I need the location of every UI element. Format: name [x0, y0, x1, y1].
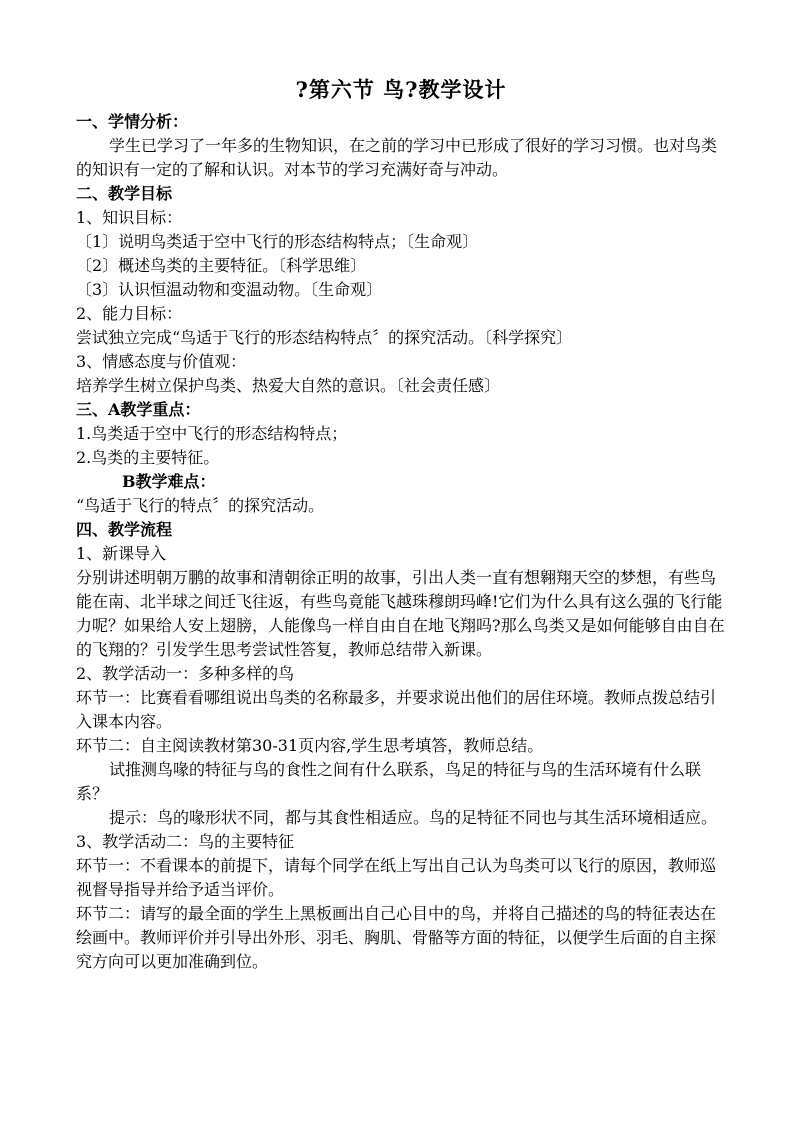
activity-1-hint: 提示：鸟的喙形状不同，都与其食性相适应。鸟的足特征不同也与其生活环境相适应。 [109, 808, 718, 827]
activity-1-step-1: 环节一：比赛看看哪组说出鸟类的名称最多，并要求说出他们的居住环境。教师点拨总结引入课本内容。 [76, 688, 717, 731]
section-3-heading: 三、A教学重点： [76, 400, 201, 419]
ability-goal-text: 尝试独立完成“鸟适于飞行的形态结构特点〞的探究活动。〔科学探究〕 [76, 328, 573, 347]
activity-2-heading: 3、教学活动二：鸟的主要特征 [76, 832, 295, 851]
document-title: ?第六节 鸟?教学设计 [295, 77, 507, 102]
section-1-heading: 一、学情分析： [76, 112, 189, 131]
emotion-goal-text: 培养学生树立保护鸟类、热爱大自然的意识。〔社会责任感〕 [76, 376, 501, 395]
document-page [76, 76, 726, 974]
section-2-heading: 二、教学目标 [76, 184, 173, 203]
difficulty-heading: B教学难点： [122, 472, 216, 491]
key-point-item: 2.鸟类的主要特征。 [76, 448, 220, 467]
emotion-goal-heading: 3、情感态度与价值观： [76, 352, 247, 371]
difficulty-text: “鸟适于飞行的特点〞的探究活动。 [76, 496, 325, 515]
knowledge-goal-heading: 1、知识目标： [76, 208, 183, 227]
knowledge-goal-item: 〔2〕概述鸟类的主要特征。〔科学思维〕 [76, 256, 367, 275]
section-1-paragraph: 学生已学习了一年多的生物知识，在之前的学习中已形成了很好的学习习惯。也对鸟类的知识有一定的了解和认识。对本节的学习充满好奇与冲动。 [76, 136, 718, 179]
key-point-item: 1.鸟类适于空中飞行的形态结构特点； [76, 424, 348, 443]
section-4-heading: 四、教学流程 [76, 520, 173, 539]
intro-paragraph: 分别讲述明朝万鹏的故事和清朝徐正明的故事，引出人类一直有想翱翔天空的梦想，有些鸟能在南、北半球之间迁飞往返，有些鸟竟能飞越珠穆朗玛峰!它们为什么具有这么强的飞行能力呢？如果给人安上翅膀，人能像鸟一样自由自在地飞翔吗?那么鸟类又是如何能够自由自在的飞翔的？引发学生思考尝试性答复，教师总结带入新课。 [76, 568, 725, 659]
knowledge-goal-item: 〔3〕认识恒温动物和变温动物。〔生命观〕 [76, 280, 383, 299]
ability-goal-heading: 2、能力目标： [76, 304, 183, 323]
activity-2-step-1: 环节一：不看课本的前提下，请每个同学在纸上写出自己认为鸟类可以飞行的原因，教师巡视督导指导并给予适当评价。 [76, 856, 717, 899]
activity-1-step-2: 环节二：自主阅读教材第30-31页内容,学生思考填答，教师总结。 [76, 736, 544, 755]
activity-2-step-2: 环节二：请写的最全面的学生上黑板画出自己心目中的鸟，并将自己描述的鸟的特征表达在绘画中。教师评价并引导出外形、羽毛、胸肌、骨骼等方面的特征，以便学生后面的自主探究方向可以更加准确到位。 [76, 904, 717, 971]
knowledge-goal-item: 〔1〕说明鸟类适于空中飞行的形态结构特点；〔生命观〕 [76, 232, 479, 251]
intro-heading: 1、新课导入 [76, 544, 167, 563]
activity-1-question: 试推测鸟喙的特征与鸟的食性之间有什么联系，鸟足的特征与鸟的生活环境有什么联系？ [76, 760, 702, 803]
activity-1-heading: 2、教学活动一：多种多样的鸟 [76, 664, 295, 683]
